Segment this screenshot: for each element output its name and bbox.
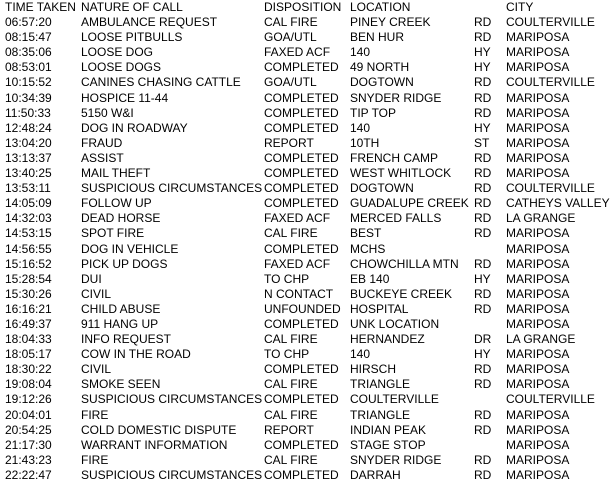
disposition-cell: COMPLETED <box>264 120 339 135</box>
city-cell: COULTERVILLE <box>506 392 595 407</box>
nature-of-call-cell: FRAUD <box>81 135 123 150</box>
street-suffix-cell: HY <box>474 271 491 286</box>
disposition-cell: GOA/UTL <box>264 30 317 45</box>
nature-of-call-cell: DEAD HORSE <box>81 211 161 226</box>
city-cell: MARIPOSA <box>506 347 570 362</box>
location-cell: HIRSCH <box>350 362 397 377</box>
nature-of-call-cell: DOG IN VEHICLE <box>81 241 179 256</box>
table-row <box>5 242 614 257</box>
time-taken-cell: 14:05:09 <box>5 196 52 211</box>
time-taken-cell: 08:35:06 <box>5 45 52 60</box>
street-suffix-cell: RD <box>474 467 492 482</box>
nature-of-call-cell: CANINES CHASING CATTLE <box>81 75 241 90</box>
table-row <box>5 453 614 468</box>
nature-of-call-cell: FIRE <box>81 452 109 467</box>
disposition-cell: COMPLETED <box>264 241 339 256</box>
table-row <box>5 151 614 166</box>
city-cell: CATHEYS VALLEY <box>506 196 610 211</box>
table-row <box>5 423 614 438</box>
time-taken-cell: 19:08:04 <box>5 377 52 392</box>
street-suffix-cell: RD <box>474 452 492 467</box>
location-cell: PINEY CREEK <box>350 15 431 30</box>
street-suffix-cell: DR <box>474 332 492 347</box>
street-suffix-cell: RD <box>474 181 492 196</box>
time-taken-cell: 16:49:37 <box>5 316 52 331</box>
location-cell: TRIANGLE <box>350 407 411 422</box>
location-cell: MCHS <box>350 241 386 256</box>
disposition-cell: COMPLETED <box>264 60 339 75</box>
location-cell: 140 <box>350 45 371 60</box>
city-cell: MARIPOSA <box>506 120 570 135</box>
street-suffix-cell: RD <box>474 90 492 105</box>
disposition-cell: FAXED ACF <box>264 256 331 271</box>
location-cell: 140 <box>350 120 371 135</box>
street-suffix-cell: RD <box>474 407 492 422</box>
time-taken-cell: 08:15:47 <box>5 30 52 45</box>
city-cell: MARIPOSA <box>506 437 570 452</box>
disposition-cell: GOA/UTL <box>264 75 317 90</box>
time-taken-cell: 08:53:01 <box>5 60 52 75</box>
city-cell: LA GRANGE <box>506 332 576 347</box>
time-taken-cell: 15:30:26 <box>5 286 52 301</box>
nature-of-call-cell: ASSIST <box>81 150 124 165</box>
header-disposition: DISPOSITION <box>264 0 342 14</box>
street-suffix-cell: RD <box>474 301 492 316</box>
street-suffix-cell: RD <box>474 166 492 181</box>
street-suffix-cell: RD <box>474 196 492 211</box>
street-suffix-cell: ST <box>474 135 490 150</box>
city-cell: COULTERVILLE <box>506 75 595 90</box>
city-cell: MARIPOSA <box>506 362 570 377</box>
location-cell: WEST WHITLOCK <box>350 166 452 181</box>
table-row <box>5 272 614 287</box>
location-cell: SNYDER RIDGE <box>350 452 442 467</box>
table-row <box>5 45 614 60</box>
location-cell: SNYDER RIDGE <box>350 90 442 105</box>
nature-of-call-cell: COLD DOMESTIC DISPUTE <box>81 422 237 437</box>
city-cell: MARIPOSA <box>506 286 570 301</box>
table-row <box>5 332 614 347</box>
table-row <box>5 106 614 121</box>
nature-of-call-cell: CIVIL <box>81 362 112 377</box>
nature-of-call-cell: SMOKE SEEN <box>81 377 161 392</box>
disposition-cell: COMPLETED <box>264 392 339 407</box>
nature-of-call-cell: DUI <box>81 271 102 286</box>
street-suffix-cell: RD <box>474 150 492 165</box>
street-suffix-cell: RD <box>474 362 492 377</box>
table-row <box>5 60 614 75</box>
table-row <box>5 181 614 196</box>
disposition-cell: COMPLETED <box>264 467 339 482</box>
table-row <box>5 15 614 30</box>
nature-of-call-cell: SUSPICIOUS CIRCUMSTANCES <box>81 181 263 196</box>
table-row <box>5 468 614 483</box>
street-suffix-cell: RD <box>474 377 492 392</box>
location-cell: TRIANGLE <box>350 377 411 392</box>
location-cell: 140 <box>350 347 371 362</box>
street-suffix-cell: RD <box>474 422 492 437</box>
table-row <box>5 196 614 211</box>
disposition-cell: CAL FIRE <box>264 452 318 467</box>
disposition-cell: CAL FIRE <box>264 407 318 422</box>
time-taken-cell: 13:13:37 <box>5 150 52 165</box>
location-cell: STAGE STOP <box>350 437 426 452</box>
table-row <box>5 166 614 181</box>
location-cell: 10TH <box>350 135 380 150</box>
table-row <box>5 30 614 45</box>
city-cell: MARIPOSA <box>506 271 570 286</box>
time-taken-cell: 16:16:21 <box>5 301 52 316</box>
time-taken-cell: 06:57:20 <box>5 15 52 30</box>
disposition-cell: CAL FIRE <box>264 15 318 30</box>
location-cell: MERCED FALLS <box>350 211 442 226</box>
nature-of-call-cell: PICK UP DOGS <box>81 256 168 271</box>
disposition-cell: N CONTACT <box>264 286 334 301</box>
nature-of-call-cell: MAIL THEFT <box>81 166 151 181</box>
disposition-cell: UNFOUNDED <box>264 301 341 316</box>
city-cell: COULTERVILLE <box>506 181 595 196</box>
disposition-cell: REPORT <box>264 135 314 150</box>
time-taken-cell: 18:05:17 <box>5 347 52 362</box>
table-row <box>5 347 614 362</box>
nature-of-call-cell: AMBULANCE REQUEST <box>81 15 218 30</box>
disposition-cell: COMPLETED <box>264 166 339 181</box>
street-suffix-cell: RD <box>474 105 492 120</box>
time-taken-cell: 10:15:52 <box>5 75 52 90</box>
location-cell: EB 140 <box>350 271 390 286</box>
street-suffix-cell: RD <box>474 15 492 30</box>
time-taken-cell: 20:54:25 <box>5 422 52 437</box>
disposition-cell: COMPLETED <box>264 90 339 105</box>
city-cell: MARIPOSA <box>506 30 570 45</box>
nature-of-call-cell: DOG IN ROADWAY <box>81 120 188 135</box>
nature-of-call-cell: CIVIL <box>81 286 112 301</box>
city-cell: MARIPOSA <box>506 90 570 105</box>
time-taken-cell: 18:04:33 <box>5 332 52 347</box>
time-taken-cell: 21:17:30 <box>5 437 52 452</box>
disposition-cell: COMPLETED <box>264 181 339 196</box>
location-cell: COULTERVILLE <box>350 392 439 407</box>
street-suffix-cell: HY <box>474 60 491 75</box>
disposition-cell: TO CHP <box>264 271 310 286</box>
city-cell: MARIPOSA <box>506 241 570 256</box>
city-cell: MARIPOSA <box>506 135 570 150</box>
table-row <box>5 408 614 423</box>
disposition-cell: TO CHP <box>264 347 310 362</box>
disposition-cell: REPORT <box>264 422 314 437</box>
disposition-cell: COMPLETED <box>264 196 339 211</box>
disposition-cell: COMPLETED <box>264 105 339 120</box>
street-suffix-cell: HY <box>474 120 491 135</box>
nature-of-call-cell: SUSPICIOUS CIRCUMSTANCES <box>81 392 263 407</box>
nature-of-call-cell: HOSPICE 11-44 <box>81 90 169 105</box>
disposition-cell: COMPLETED <box>264 150 339 165</box>
time-taken-cell: 21:43:23 <box>5 452 52 467</box>
time-taken-cell: 15:16:52 <box>5 256 52 271</box>
location-cell: GUADALUPE CREEK <box>350 196 469 211</box>
table-row <box>5 317 614 332</box>
location-cell: BEST <box>350 226 382 241</box>
time-taken-cell: 22:22:47 <box>5 467 52 482</box>
time-taken-cell: 20:04:01 <box>5 407 52 422</box>
street-suffix-cell: RD <box>474 226 492 241</box>
time-taken-cell: 13:53:11 <box>5 181 51 196</box>
header-time-taken: TIME TAKEN <box>5 0 76 14</box>
header-nature-of-call: NATURE OF CALL <box>81 0 183 14</box>
time-taken-cell: 13:40:25 <box>5 166 52 181</box>
city-cell: MARIPOSA <box>506 467 570 482</box>
city-cell: MARIPOSA <box>506 422 570 437</box>
header-location: LOCATION <box>350 0 411 14</box>
nature-of-call-cell: COW IN THE ROAD <box>81 347 191 362</box>
table-row <box>5 287 614 302</box>
location-cell: INDIAN PEAK <box>350 422 427 437</box>
street-suffix-cell: RD <box>474 256 492 271</box>
city-cell: MARIPOSA <box>506 301 570 316</box>
street-suffix-cell: RD <box>474 211 492 226</box>
disposition-cell: FAXED ACF <box>264 45 331 60</box>
time-taken-cell: 14:32:03 <box>5 211 52 226</box>
nature-of-call-cell: CHILD ABUSE <box>81 301 161 316</box>
table-body <box>5 15 614 483</box>
disposition-cell: CAL FIRE <box>264 377 318 392</box>
disposition-cell: COMPLETED <box>264 437 339 452</box>
table-row <box>5 91 614 106</box>
city-cell: MARIPOSA <box>506 452 570 467</box>
table-row <box>5 211 614 226</box>
city-cell: MARIPOSA <box>506 407 570 422</box>
table-row <box>5 75 614 90</box>
table-row <box>5 121 614 136</box>
time-taken-cell: 15:28:54 <box>5 271 52 286</box>
street-suffix-cell: RD <box>474 75 492 90</box>
disposition-cell: COMPLETED <box>264 362 339 377</box>
city-cell: MARIPOSA <box>506 60 570 75</box>
time-taken-cell: 13:04:20 <box>5 135 52 150</box>
call-log-table <box>5 0 614 483</box>
location-cell: HERNANDEZ <box>350 332 425 347</box>
table-row <box>5 136 614 151</box>
city-cell: MARIPOSA <box>506 166 570 181</box>
nature-of-call-cell: FOLLOW UP <box>81 196 152 211</box>
nature-of-call-cell: 5150 W&I <box>81 105 134 120</box>
city-cell: MARIPOSA <box>506 150 570 165</box>
nature-of-call-cell: LOOSE DOG <box>81 45 154 60</box>
table-row <box>5 392 614 407</box>
location-cell: HOSPITAL <box>350 301 409 316</box>
location-cell: TIP TOP <box>350 105 397 120</box>
location-cell: FRENCH CAMP <box>350 150 439 165</box>
nature-of-call-cell: WARRANT INFORMATION <box>81 437 228 452</box>
time-taken-cell: 11:50:33 <box>5 105 51 120</box>
city-cell: MARIPOSA <box>506 105 570 120</box>
city-cell: MARIPOSA <box>506 377 570 392</box>
city-cell: LA GRANGE <box>506 211 576 226</box>
location-cell: 49 NORTH <box>350 60 410 75</box>
disposition-cell: FAXED ACF <box>264 211 331 226</box>
city-cell: MARIPOSA <box>506 226 570 241</box>
nature-of-call-cell: LOOSE PITBULLS <box>81 30 183 45</box>
street-suffix-cell: HY <box>474 347 491 362</box>
disposition-cell: CAL FIRE <box>264 332 318 347</box>
location-cell: UNK LOCATION <box>350 316 440 331</box>
location-cell: BUCKEYE CREEK <box>350 286 453 301</box>
disposition-cell: COMPLETED <box>264 316 339 331</box>
nature-of-call-cell: 911 HANG UP <box>81 316 159 331</box>
table-row <box>5 438 614 453</box>
location-cell: BEN HUR <box>350 30 405 45</box>
nature-of-call-cell: FIRE <box>81 407 109 422</box>
nature-of-call-cell: LOOSE DOGS <box>81 60 162 75</box>
table-row <box>5 226 614 241</box>
location-cell: CHOWCHILLA MTN <box>350 256 459 271</box>
street-suffix-cell: RD <box>474 30 492 45</box>
city-cell: MARIPOSA <box>506 45 570 60</box>
table-header-row <box>5 0 614 15</box>
table-row <box>5 377 614 392</box>
table-row <box>5 302 614 317</box>
time-taken-cell: 12:48:24 <box>5 120 52 135</box>
time-taken-cell: 18:30:22 <box>5 362 52 377</box>
time-taken-cell: 14:53:15 <box>5 226 52 241</box>
time-taken-cell: 19:12:26 <box>5 392 52 407</box>
table-row <box>5 257 614 272</box>
location-cell: DARRAH <box>350 467 401 482</box>
location-cell: DOGTOWN <box>350 75 414 90</box>
street-suffix-cell: RD <box>474 286 492 301</box>
city-cell: MARIPOSA <box>506 256 570 271</box>
nature-of-call-cell: SPOT FIRE <box>81 226 145 241</box>
disposition-cell: CAL FIRE <box>264 226 318 241</box>
header-city: CITY <box>506 0 534 14</box>
city-cell: COULTERVILLE <box>506 15 595 30</box>
time-taken-cell: 14:56:55 <box>5 241 52 256</box>
street-suffix-cell: HY <box>474 45 491 60</box>
location-cell: DOGTOWN <box>350 181 414 196</box>
nature-of-call-cell: SUSPICIOUS CIRCUMSTANCES <box>81 467 263 482</box>
table-row <box>5 362 614 377</box>
time-taken-cell: 10:34:39 <box>5 90 52 105</box>
nature-of-call-cell: INFO REQUEST <box>81 332 172 347</box>
city-cell: MARIPOSA <box>506 316 570 331</box>
